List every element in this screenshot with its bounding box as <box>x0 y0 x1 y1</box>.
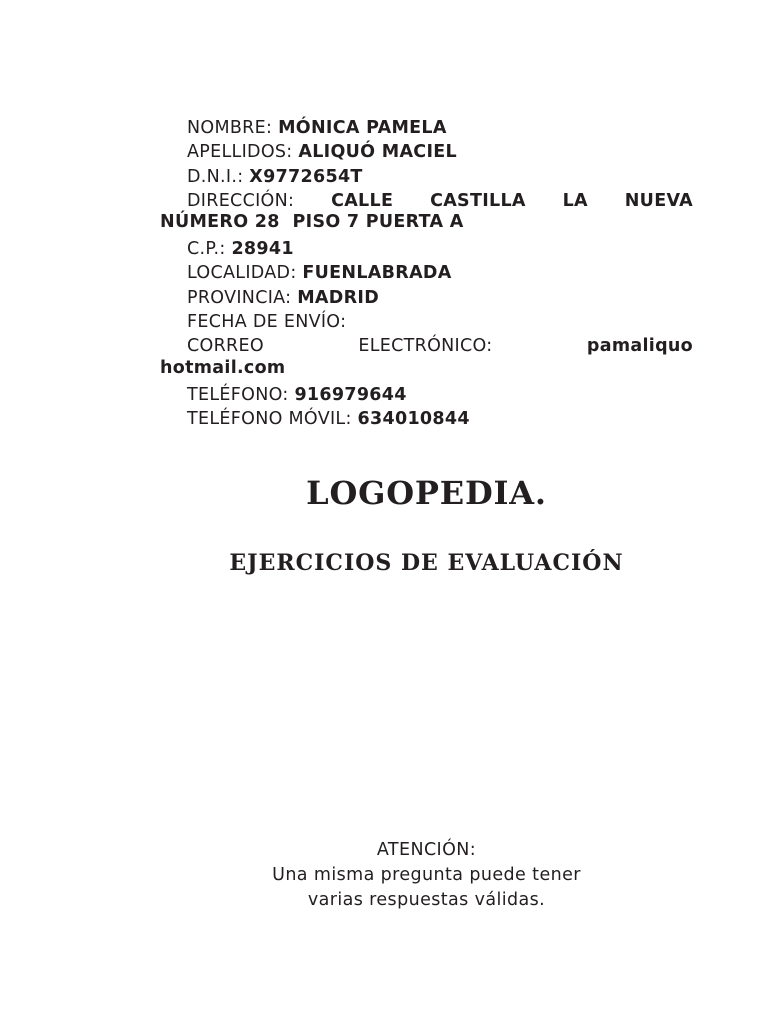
field-direccion-line2: NÚMERO 28 PISO 7 PUERTA A <box>160 212 464 233</box>
field-direccion-word-3: LA <box>562 190 588 211</box>
field-nombre <box>160 116 693 140</box>
field-correo-label-1: CORREO <box>187 336 264 357</box>
field-fecha-envio-label: FECHA DE ENVÍO: <box>187 312 347 333</box>
notice-heading: ATENCIÓN: <box>376 840 477 860</box>
field-provincia <box>160 286 693 310</box>
field-provincia-label: PROVINCIA: <box>187 287 292 308</box>
field-telefono-movil-value: 634010844 <box>357 408 470 429</box>
field-direccion-word-2: CASTILLA <box>430 190 526 211</box>
field-correo <box>160 334 693 377</box>
field-direccion-line1 <box>160 189 693 213</box>
field-cp <box>160 237 693 261</box>
field-apellidos-value: ALIQUÓ MACIEL <box>298 142 457 163</box>
field-correo-label-2: ELECTRÓNICO: <box>358 336 493 357</box>
field-telefono-movil <box>160 407 693 431</box>
field-correo-line1 <box>160 334 693 358</box>
field-provincia-value: MADRID <box>297 287 380 308</box>
field-dni-value: X9772654T <box>249 166 363 187</box>
notice-line-2: varias respuestas válidas. <box>307 889 546 910</box>
field-apellidos-label: APELLIDOS: <box>187 142 293 163</box>
field-dni <box>160 165 693 189</box>
field-direccion-word-4: NUEVA <box>624 190 693 211</box>
document-subtitle: EJERCICIOS DE EVALUACIÓN <box>229 550 624 576</box>
field-direccion-label: DIRECCIÓN: <box>187 190 295 211</box>
field-telefono-value: 916979644 <box>294 384 407 405</box>
field-fecha-envio <box>160 310 693 334</box>
field-cp-label: C.P.: <box>187 239 226 260</box>
field-nombre-value: MÓNICA PAMELA <box>278 118 447 138</box>
field-telefono <box>160 383 693 407</box>
field-dni-label: D.N.I.: <box>187 166 244 187</box>
field-localidad-value: FUENLABRADA <box>302 263 452 284</box>
field-localidad <box>160 261 693 285</box>
field-telefono-movil-label: TELÉFONO MÓVIL: <box>187 408 352 429</box>
document-title: LOGOPEDIA. <box>306 474 547 512</box>
field-direccion <box>160 189 693 232</box>
notice-block <box>0 838 768 912</box>
field-apellidos <box>160 140 693 164</box>
field-correo-value-1: pamaliquo <box>586 336 693 357</box>
field-telefono-label: TELÉFONO: <box>187 384 289 405</box>
field-nombre-label: NOMBRE: <box>187 118 273 138</box>
student-info-block <box>160 116 693 431</box>
notice-line-1: Una misma pregunta puede tener <box>272 864 581 885</box>
field-cp-value: 28941 <box>231 239 294 260</box>
field-correo-value-2: hotmail.com <box>160 357 286 378</box>
field-direccion-word-1: CALLE <box>331 190 394 211</box>
field-localidad-label: LOCALIDAD: <box>187 263 297 284</box>
